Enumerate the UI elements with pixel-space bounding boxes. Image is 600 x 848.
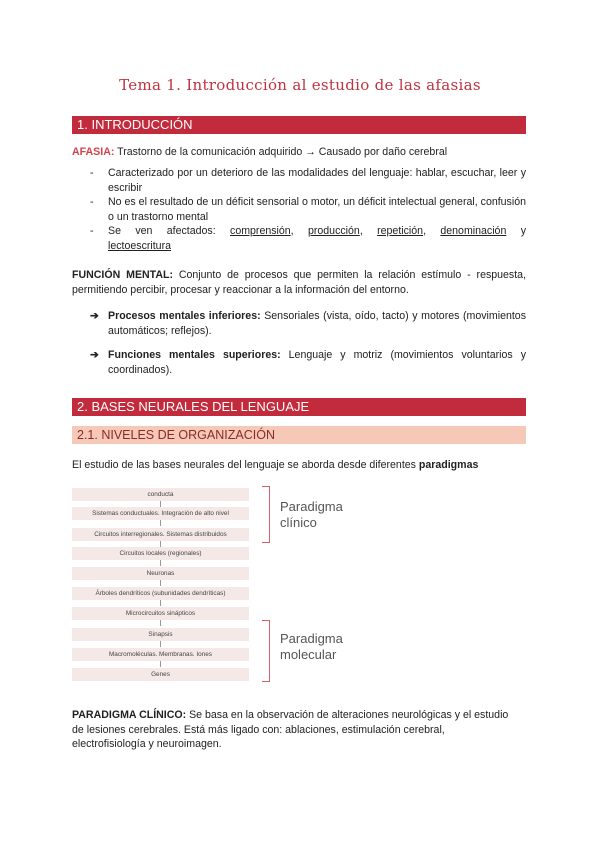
- bases-intro: [72, 458, 526, 473]
- level-connector: [160, 661, 161, 667]
- procesos-inferiores-item: [90, 309, 526, 338]
- level-box: Árboles dendríticos (subunidades dendríticas): [72, 587, 249, 600]
- funcion-mental-text: Conjunto de procesos que permiten la relación estímulo - respuesta, permitiendo percibir, procesar y reaccionar a la información del entorno.: [72, 269, 527, 296]
- section-heading-bases-neurales: 2. BASES NEURALES DEL LENGUAJE: [72, 398, 526, 416]
- level-box: Macromoléculas. Membranas. Iones: [72, 648, 249, 661]
- level-connector: [160, 620, 161, 626]
- funciones-superiores-item: [90, 348, 526, 377]
- inferiores-text: Sensoriales (vista, oído, tacto) y motores (movimientos automáticos; reflejos).: [108, 310, 526, 337]
- afasia-definition: [72, 145, 526, 160]
- level-connector: [160, 600, 161, 606]
- inferiores-term: Procesos mentales inferiores:: [108, 310, 261, 322]
- afasia-definition-text: Trastorno de la comunicación adquirido → Causado por daño cerebral: [114, 146, 448, 158]
- funcion-mental-definition: [72, 268, 526, 297]
- section-heading-introduccion: 1. INTRODUCCIÓN: [72, 116, 526, 134]
- funcion-mental-term: FUNCIÓN MENTAL:: [72, 269, 173, 281]
- affected-comprension: comprensión: [230, 225, 291, 237]
- affected-prefix: Se ven afectados:: [108, 225, 231, 237]
- list-item: - Se ven afectados: comprensión, producción, repetición, denominación y lectoescritura: [90, 224, 526, 253]
- superiores-text: Lenguaje y motriz (movimientos voluntarios y coordinados).: [108, 349, 526, 376]
- clinico-bracket: [262, 486, 270, 543]
- afasia-list: [90, 166, 526, 253]
- level-box: Circuitos interregionales. Sistemas distribuidos: [72, 528, 249, 541]
- level-box: conducta: [72, 488, 249, 501]
- paradigma-clinico-definition: [72, 708, 512, 752]
- paradigma-clinico-text: Se basa en la observación de alteraciones neurológicas y el estudio de lesiones cerebrales. Está más ligado con: ablaciones, estimulación cerebral, electrofisiología y neuroimagen.: [72, 709, 509, 750]
- organization-levels-diagram: [72, 483, 372, 693]
- level-connector: [160, 520, 161, 526]
- bases-intro-text: El estudio de las bases neurales del lenguaje se aborda desde diferentes: [72, 459, 419, 471]
- level-box: Neuronas: [72, 567, 249, 580]
- level-box: Genes: [72, 668, 249, 681]
- affected-denominacion: denominación: [440, 225, 507, 237]
- level-box: Sinapsis: [72, 628, 249, 641]
- paradigma-clinico-term: PARADIGMA CLÍNICO:: [72, 709, 187, 721]
- superiores-term: Funciones mentales superiores:: [108, 349, 281, 361]
- affected-repeticion: repetición: [377, 225, 424, 237]
- level-box: Circuitos locales (regionales): [72, 547, 249, 560]
- paradigma-molecular-label: Paradigma molecular: [280, 631, 343, 662]
- afasia-term: AFASIA:: [72, 146, 115, 158]
- level-connector: [160, 560, 161, 566]
- bases-intro-bold: paradigmas: [418, 459, 479, 471]
- page-title: Tema 1. Introducción al estudio de las afasias: [119, 76, 481, 94]
- affected-lectoescritura: lectoescritura: [108, 239, 171, 252]
- level-connector: [160, 641, 161, 647]
- list-item: - No es el resultado de un déficit sensorial o motor, un déficit intelectual general, confusión o un trastorno mental: [90, 195, 526, 224]
- arrow-right-icon: ➔: [90, 310, 99, 322]
- molecular-bracket: [262, 620, 270, 682]
- level-box: Sistemas conductuales. Integración de alto nivel: [72, 507, 249, 520]
- subsection-heading-niveles: 2.1. NIVELES DE ORGANIZACIÓN: [72, 426, 526, 444]
- affected-produccion: producción: [307, 225, 360, 237]
- level-connector: [160, 580, 161, 586]
- list-item: - Caracterizado por un deterioro de las modalidades del lenguaje: hablar, escuchar, leer y escribir: [90, 166, 526, 195]
- arrow-right-icon: ➔: [90, 349, 99, 361]
- level-box: Microcircuitos sinápticos: [72, 607, 249, 620]
- paradigma-clinico-label: Paradigma clínico: [280, 499, 343, 530]
